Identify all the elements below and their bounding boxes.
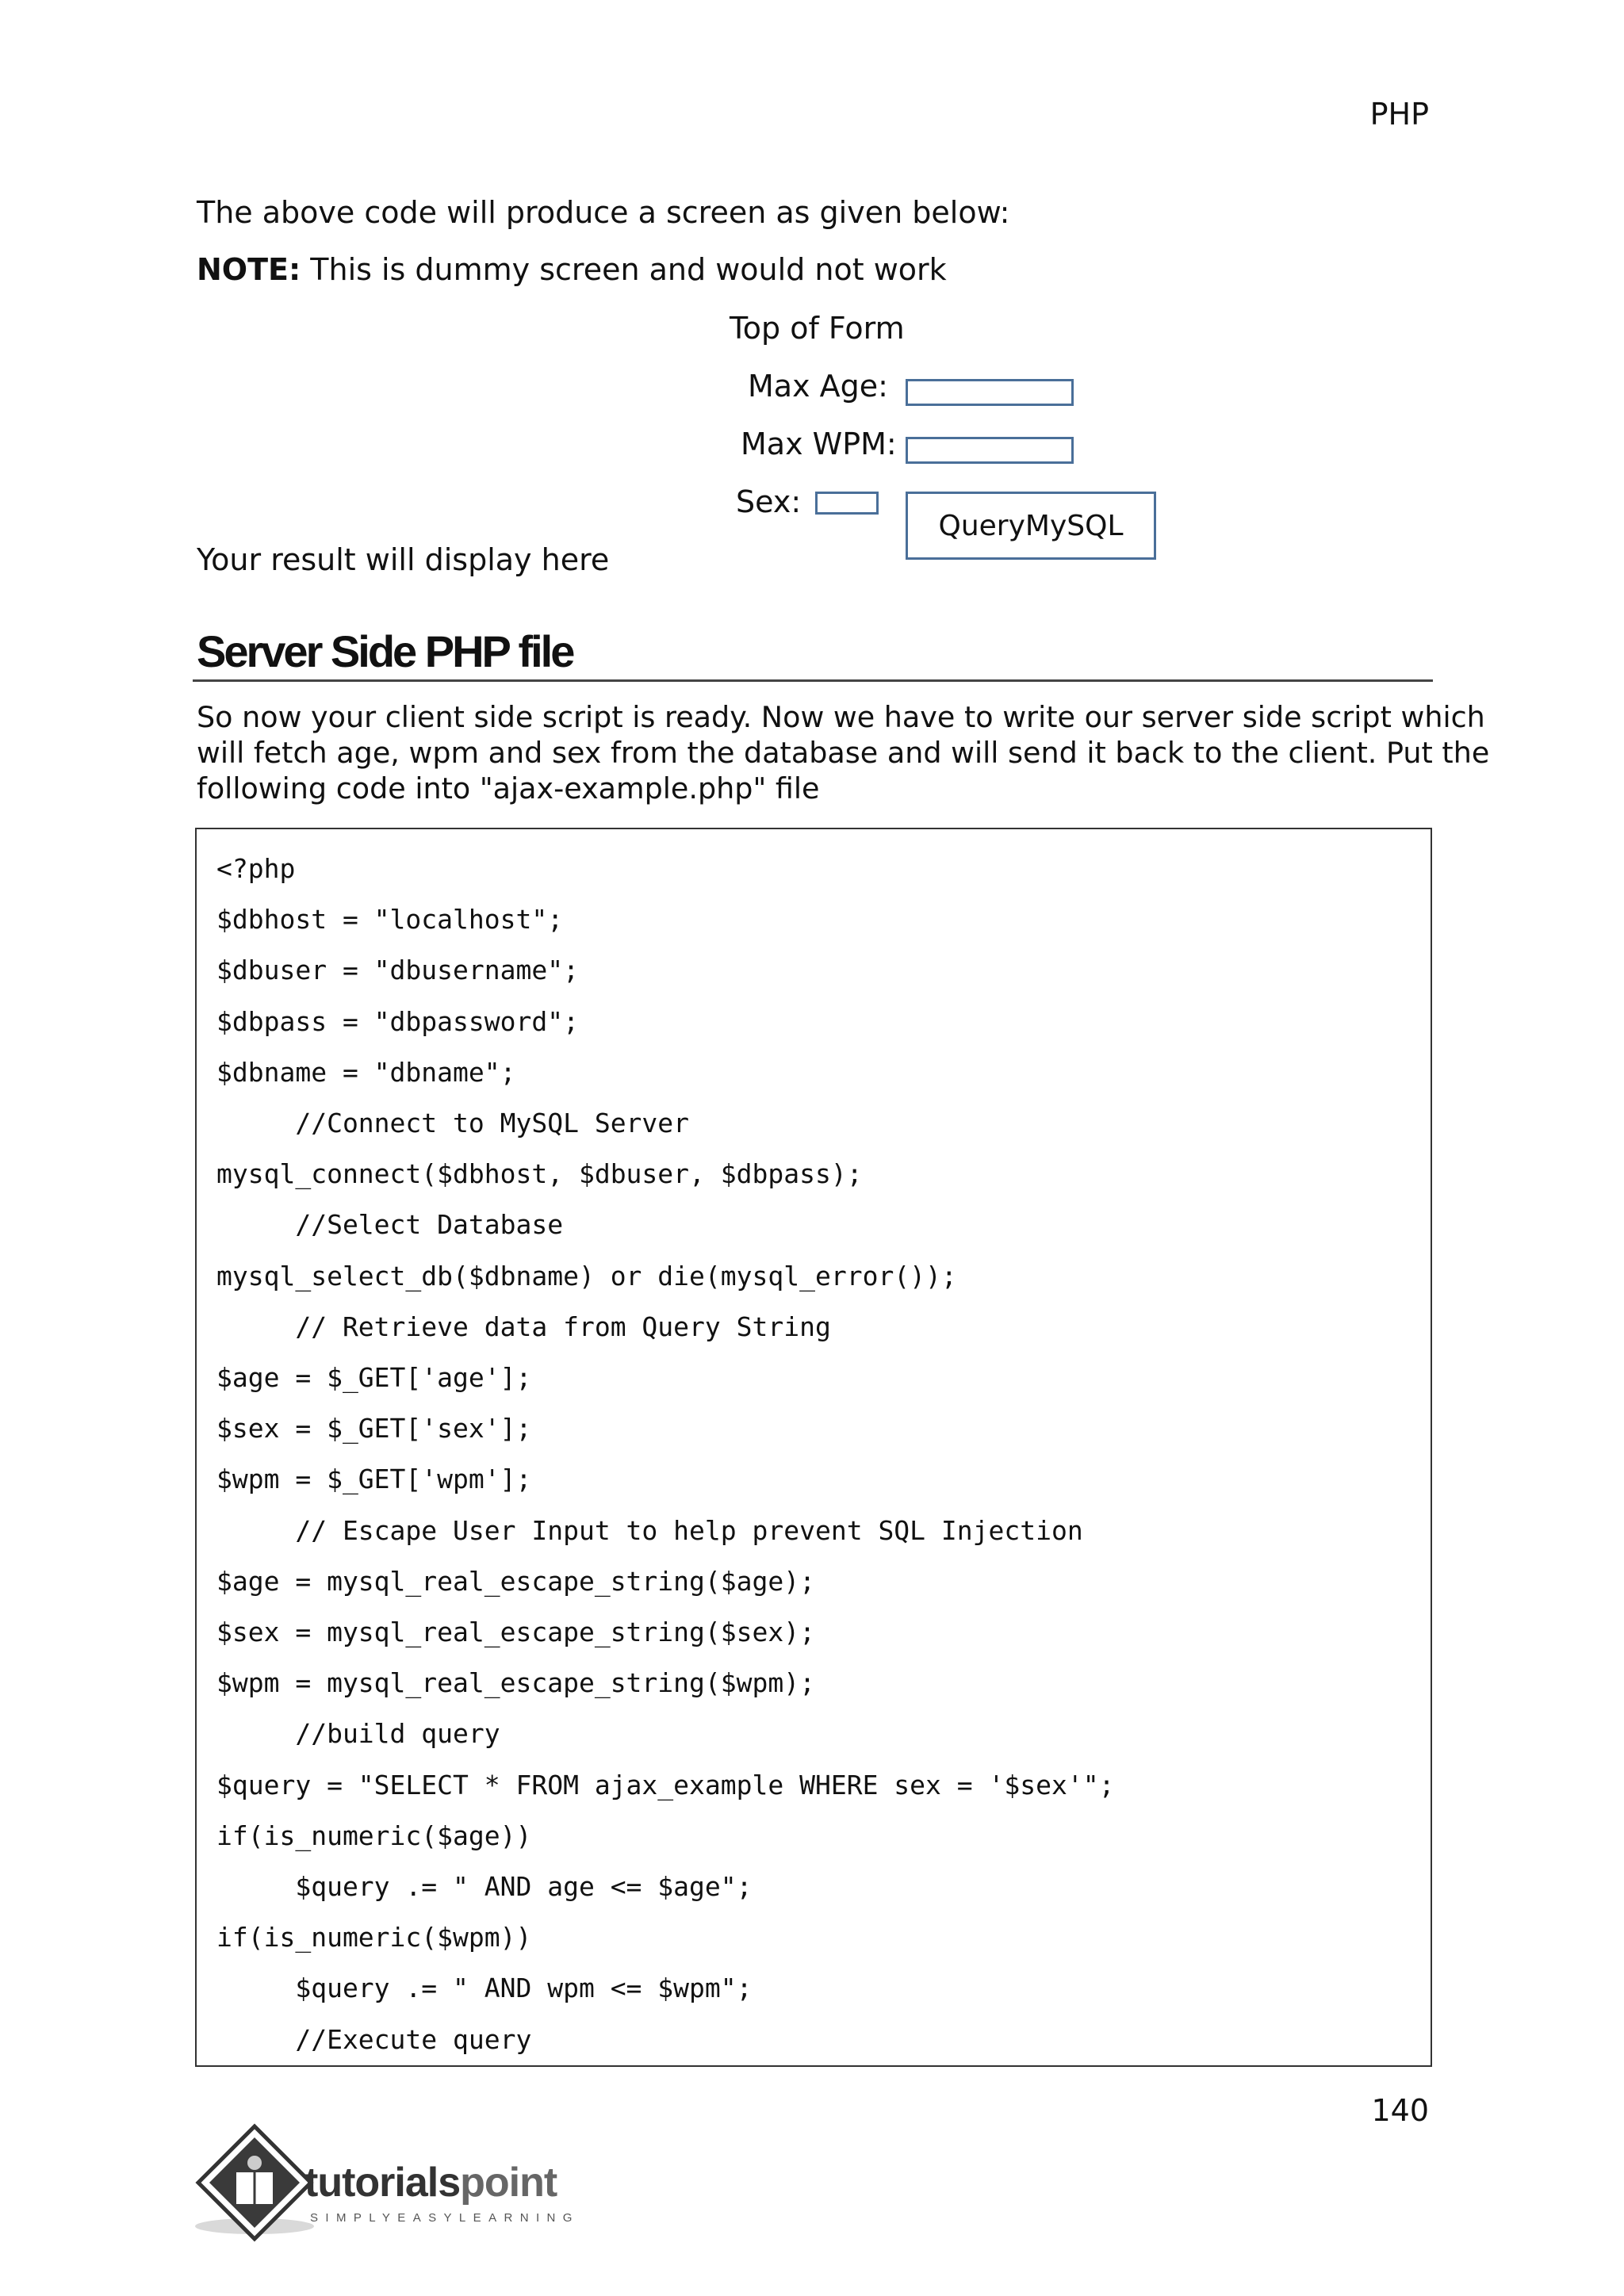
- code-line: $dbuser = "dbusername";: [216, 955, 579, 986]
- query-mysql-button[interactable]: QueryMySQL: [906, 492, 1156, 560]
- section-paragraph: [197, 699, 1490, 806]
- paragraph-line: will fetch age, wpm and sex from the database and will send it back to the client. Put the: [197, 736, 1490, 770]
- code-line: // Escape User Input to help prevent SQL Injection: [216, 1514, 1083, 1546]
- heading-divider: [193, 679, 1433, 682]
- note-label: NOTE:: [197, 252, 301, 287]
- code-line: $query .= " AND wpm <= $wpm";: [216, 1973, 753, 2004]
- code-line: $dbhost = "localhost";: [216, 904, 564, 936]
- code-line: //build query: [216, 1718, 500, 1750]
- code-line: mysql_connect($dbhost, $dbuser, $dbpass);: [216, 1158, 863, 1190]
- code-line: $age = mysql_real_escape_string($age);: [216, 1565, 815, 1597]
- max-age-input[interactable]: [906, 379, 1074, 406]
- code-line: $query .= " AND age <= $age";: [216, 1871, 753, 1902]
- max-wpm-label: Max WPM:: [741, 427, 897, 461]
- max-age-label: Max Age:: [748, 369, 888, 404]
- code-line: $query = "SELECT * FROM ajax_example WHERE sex = '$sex'";: [216, 1769, 1115, 1800]
- code-line: mysql_select_db($dbname) or die(mysql_error());: [216, 1260, 957, 1292]
- page-number: 140: [1371, 2093, 1429, 2128]
- code-line: $dbpass = "dbpassword";: [216, 1005, 579, 1037]
- result-text: Your result will display here: [197, 542, 610, 577]
- code-block: [195, 828, 1432, 2067]
- intro-text: The above code will produce a screen as given below:: [197, 195, 1010, 230]
- tutorialspoint-logo: [195, 2123, 592, 2242]
- logo-wordmark: tutorialspoint: [304, 2160, 557, 2206]
- reader-icon: [247, 2156, 262, 2170]
- code-line: //Execute query: [216, 2023, 532, 2055]
- code-line: // Retrieve data from Query String: [216, 1311, 831, 1342]
- code-line: <?php: [216, 853, 296, 884]
- code-line: if(is_numeric($age)): [216, 1820, 532, 1851]
- code-line: if(is_numeric($wpm)): [216, 1922, 532, 1954]
- code-line: $wpm = mysql_real_escape_string($wpm);: [216, 1667, 815, 1699]
- note-body: This is dummy screen and would not work: [301, 252, 947, 287]
- code-line: $dbname = "dbname";: [216, 1056, 516, 1088]
- note-text: [197, 252, 947, 288]
- paragraph-line: following code into "ajax-example.php" file: [197, 771, 820, 806]
- sex-label: Sex:: [736, 484, 802, 519]
- code-line: $sex = $_GET['sex'];: [216, 1413, 532, 1445]
- section-heading: Server Side PHP file: [197, 626, 573, 676]
- sex-select[interactable]: [815, 492, 879, 515]
- logo-tagline: SIMPLYEASYLEARNING: [310, 2211, 580, 2225]
- code-line: //Select Database: [216, 1209, 564, 1241]
- code-line: $wpm = $_GET['wpm'];: [216, 1464, 532, 1495]
- code-line: $sex = mysql_real_escape_string($sex);: [216, 1617, 815, 1647]
- paragraph-line: So now your client side script is ready. Now we have to write our server side script which: [197, 700, 1485, 734]
- code-line: //Connect to MySQL Server: [216, 1108, 690, 1138]
- max-wpm-input[interactable]: [906, 437, 1074, 464]
- top-of-form-label: Top of Form: [730, 311, 905, 346]
- code-line: $age = $_GET['age'];: [216, 1362, 532, 1393]
- running-header: PHP: [1369, 97, 1429, 132]
